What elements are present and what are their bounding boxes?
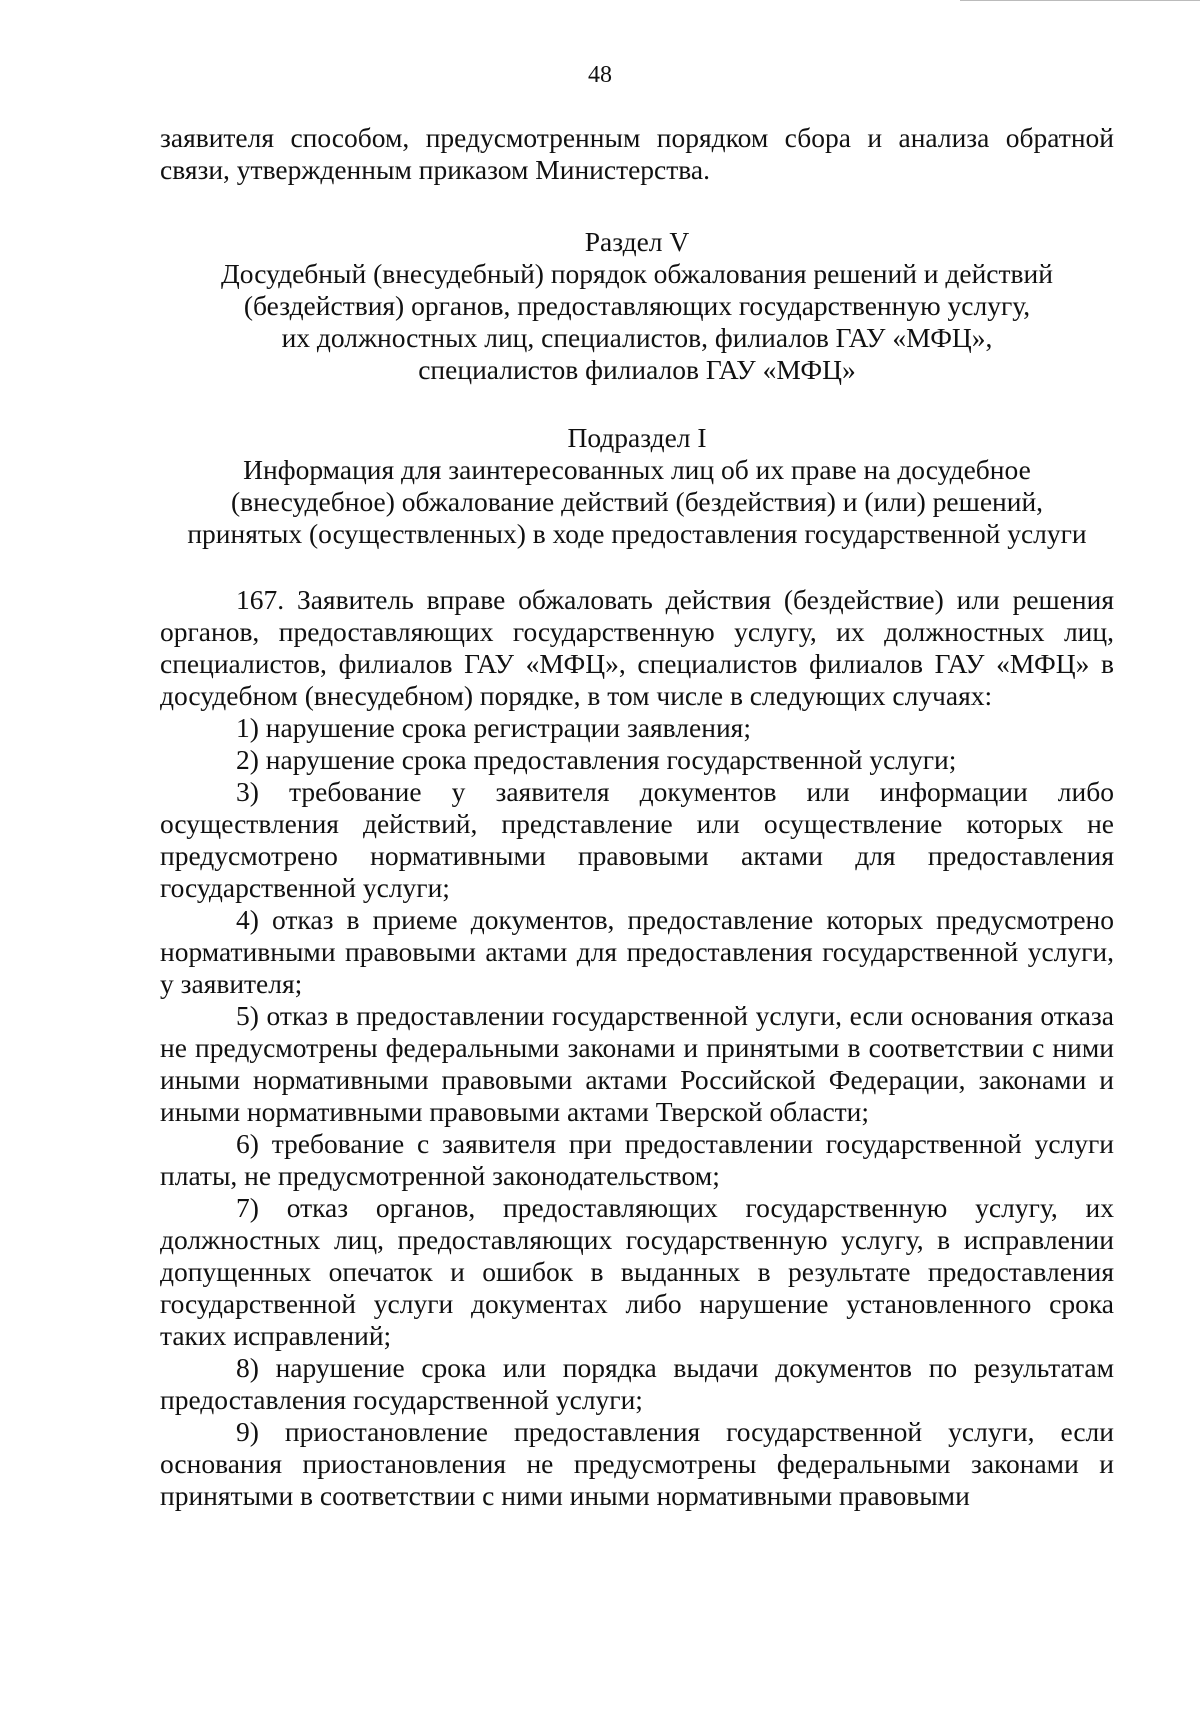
intro-paragraph: заявителя способом, предусмотренным порядком сбора и анализа обратной связи, утвержденным приказом Министерства. xyxy=(160,122,1114,185)
list-item-6: 6) требование с заявителя при предоставлении государственной услуги платы, не предусмотренной законодательством; xyxy=(160,1128,1114,1191)
subsection-title-line: (внесудебное) обжалование действий (бездействия) и (или) решений, xyxy=(230,486,1044,517)
section-title-line: Досудебный (внесудебный) порядок обжалования решений и действий xyxy=(221,258,1053,289)
section-title-line: специалистов филиалов ГАУ «МФЦ» xyxy=(418,354,856,385)
section-heading xyxy=(160,226,1114,386)
list-item-5: 5) отказ в предоставлении государственной услуги, если основания отказа не предусмотрены федеральными законами и принятыми в соответствии с ними иными нормативными правовыми актами Российской Федерации, законами и иными нормативными правовыми актами Тверской области; xyxy=(160,1000,1114,1127)
list-item-7: 7) отказ органов, предоставляющих государственную услугу, их должностных лиц, предоставляющих государственную услугу, в исправлении допущенных опечаток и ошибок в выданных в результате предоставления государственной услуги документах либо нарушение установленного срока таких исправлений; xyxy=(160,1192,1114,1351)
paragraph-167: 167. Заявитель вправе обжаловать действия (бездействие) или решения органов, предоставляющих государственную услугу, их должностных лиц, специалистов, филиалов ГАУ «МФЦ», специалистов филиалов ГАУ «МФЦ» в досудебном (внесудебном) порядке, в том числе в следующих случаях: xyxy=(160,584,1114,711)
document-body xyxy=(160,122,1114,1512)
section-label: Раздел V xyxy=(584,226,690,257)
scan-edge-line xyxy=(960,0,1200,1)
section-title-line: их должностных лиц, специалистов, филиалов ГАУ «МФЦ», xyxy=(281,322,993,353)
subsection-heading xyxy=(160,422,1114,550)
subsection-title-line: Информация для заинтересованных лиц об их праве на досудебное xyxy=(243,454,1031,485)
list-item-9: 9) приостановление предоставления государственной услуги, если основания приостановления не предусмотрены федеральными законами и принятыми в соответствии с ними иными нормативными правовыми xyxy=(160,1416,1114,1511)
subsection-title-line: принятых (осуществленных) в ходе предоставления государственной услуги xyxy=(187,518,1087,549)
list-item-8: 8) нарушение срока или порядка выдачи документов по результатам предоставления государственной услуги; xyxy=(160,1352,1114,1415)
list-item-2: 2) нарушение срока предоставления государственной услуги; xyxy=(236,744,957,775)
subsection-label: Подраздел I xyxy=(567,422,707,453)
page-number: 48 xyxy=(588,62,612,88)
list-item-4: 4) отказ в приеме документов, предоставление которых предусмотрено нормативными правовыми актами для предоставления государственной услуги, у заявителя; xyxy=(160,904,1114,999)
list-item-1: 1) нарушение срока регистрации заявления; xyxy=(236,712,751,743)
list-item-3: 3) требование у заявителя документов или информации либо осуществления действий, представление или осуществление которых не предусмотрено нормативными правовыми актами для предоставления государственной услуги; xyxy=(160,776,1114,903)
section-title-line: (бездействия) органов, предоставляющих государственную услугу, xyxy=(243,290,1031,321)
